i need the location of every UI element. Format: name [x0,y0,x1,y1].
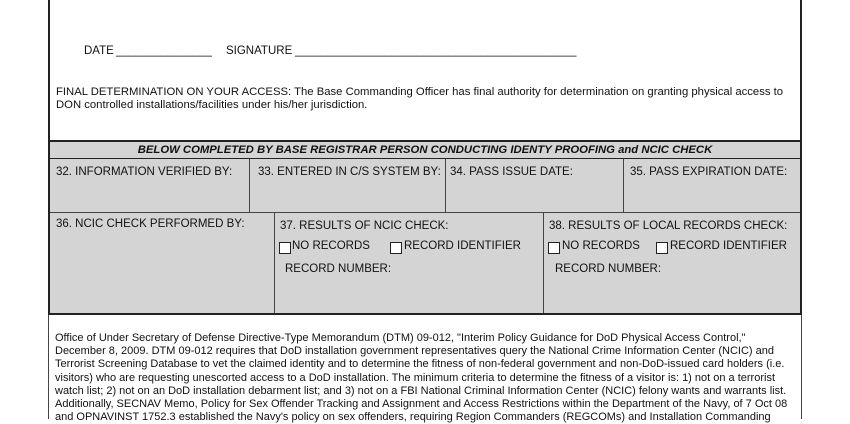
signature-field[interactable]: ____________________________________________ [295,45,577,57]
row2-div-1 [274,213,275,313]
policy-line: Office of Under Secretary of Defense Directive-Type Memorandum (DTM) 09-012, "Interim Policy Guidance for DoD Physical Access Control," [55,332,746,344]
frame-right-top [800,0,802,141]
local-record-number-input[interactable] [660,260,796,276]
field-33-label: 33. ENTERED IN C/S SYSTEM BY: [258,166,441,178]
row2-div-2 [543,213,544,313]
field-36-label: 36. NCIC CHECK PERFORMED BY: [56,218,245,230]
row1-div-2 [445,159,446,212]
field-38-label: 38. RESULTS OF LOCAL RECORDS CHECK: [549,220,788,232]
frame-right-grey [800,140,802,315]
signature-label: SIGNATURE [226,45,293,57]
local-no-records-checkbox[interactable] [548,242,560,254]
field-35-input[interactable] [626,180,798,210]
policy-line: Additionally, SECNAV Memo, Policy for Sex Offender Tracking and Assignment and Access Restrictions within the Department of the Navy, of 7 Oct 08 [55,398,788,411]
header-rule [50,158,800,159]
ncic-no-records-label: NO RECORDS [292,240,370,252]
row1-div-3 [623,159,624,212]
date-label: DATE [84,45,114,57]
policy-paragraph [55,332,787,424]
field-32-input[interactable] [52,180,248,210]
field-35-label: 35. PASS EXPIRATION DATE: [630,166,788,178]
local-record-identifier-checkbox[interactable] [656,242,668,254]
ncic-no-records-checkbox[interactable] [279,242,291,254]
row1-div-1 [249,159,250,212]
ncic-record-number-label: RECORD NUMBER: [285,263,392,275]
policy-line: visitors) who are requesting unescorted access to a DoD installation. The minimum criteria to determine the fitness of a visitor is: 1) not on a terrorist [55,371,775,384]
ncic-record-number-input[interactable] [390,260,540,276]
field-32-label: 32. INFORMATION VERIFIED BY: [56,166,233,178]
frame-right-bottom [801,315,802,419]
local-no-records-label: NO RECORDS [562,240,640,252]
policy-line: December 8, 2009. DTM 09-012 requires that DoD installation government representatives query the National Crime Information Center (NCIC) and [55,345,775,358]
field-36-input[interactable] [52,234,270,310]
field-34-input[interactable] [448,180,622,210]
frame-left-bottom [48,315,49,419]
field-33-input[interactable] [252,180,444,210]
row-separator [50,212,800,213]
policy-line: Terrorist Screening Database to vet the claimed identity and to determine the fitness of non-federal government and non-DoD-issued card holders (i.e. [55,358,785,371]
final-determination-line2: DON controlled installations/facilities under his/her jurisdiction. [56,99,368,111]
frame-left-top [48,0,50,141]
registrar-header: BELOW COMPLETED BY BASE REGISTRAR PERSON CONDUCTING IDENTY PROOFING and NCIC CHECK [137,144,713,156]
grey-bottom-rule [48,313,802,315]
local-record-identifier-label: RECORD IDENTIFIER [670,240,787,252]
frame-left-grey [48,140,50,315]
ncic-record-identifier-checkbox[interactable] [390,242,402,254]
field-37-label: 37. RESULTS OF NCIC CHECK: [280,220,449,232]
local-record-number-label: RECORD NUMBER: [555,263,662,275]
policy-line: and OPNAVINST 1752.3 established the Navy's policy on sex offenders, requiring Region Commanders (REGCOMs) and Installation Commanding [55,411,771,424]
policy-line: watch list; 2) not on an DoD installation debarment list; and 3) not on a FBI National Criminal Information Center (NCIC) felony wants and warrants list. [55,384,787,397]
date-field[interactable]: _______________ [116,45,212,57]
final-determination-line1: FINAL DETERMINATION ON YOUR ACCESS: The Base Commanding Officer has final authority for determination on granting physical access to [56,86,784,98]
ncic-record-identifier-label: RECORD IDENTIFIER [404,240,521,252]
field-34-label: 34. PASS ISSUE DATE: [450,166,573,178]
